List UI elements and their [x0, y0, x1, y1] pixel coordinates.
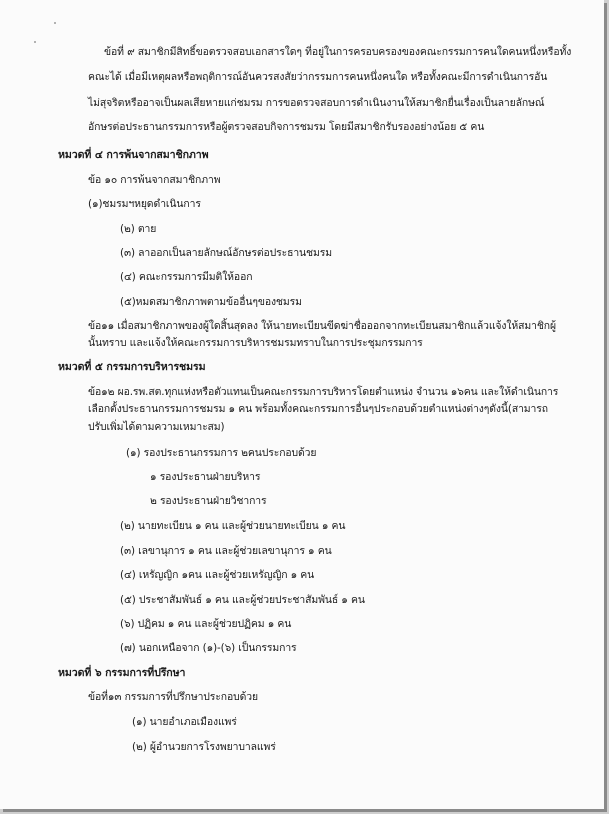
- clause-11-line-1: ข้อ๑๑ เมื่อสมาชิกภาพของผู้ใดสิ้นสุดลง ให้นายทะเบียนขีดฆ่าชื่อออกจากทะเบียนสมาชิกแล้วแจ้งให้สมาชิกผู้: [88, 320, 556, 332]
- clause-9-line-2: คณะได้ เมื่อมีเหตุผลหรือพฤติการณ์อันควรสงสัยว่ากรรมการคนหนึ่งคนใด หรือทั้งคณะมีการดำเนินการอัน: [88, 71, 548, 83]
- section-4-heading: หมวดที่ ๔ การพ้นจากสมาชิกภาพ: [58, 149, 209, 161]
- clause-9-line-3: ไม่สุจริตหรืออาจเป็นผลเสียหายแก่ชมรม การขอตรวจสอบการดำเนินงานให้สมาชิกยื่นเรื่องเป็นลายลักษณ์: [88, 97, 545, 109]
- list-item: (๓) ลาออกเป็นลายลักษณ์อักษรต่อประธานชมรม: [120, 247, 332, 259]
- list-item: (๕) ประชาสัมพันธ์ ๑ คน และผู้ช่วยประชาสัมพันธ์ ๑ คน: [120, 594, 365, 606]
- scan-speck: [54, 22, 56, 24]
- section-5-heading: หมวดที่ ๕ กรรมการบริหารชมรม: [58, 361, 206, 373]
- list-item: (๔) เหรัญญิก ๑คน และผู้ช่วยเหรัญญิก ๑ คน: [120, 569, 315, 581]
- clause-13: ข้อที่๑๓ กรรมการที่ปรึกษาประกอบด้วย: [88, 691, 258, 703]
- clause-12-line-2: เลือกตั้งประธานกรรมการชมรม ๑ คน พร้อมทั้งคณะกรรมการอื่นๆประกอบด้วยตำแหน่งต่างๆดังนี้(สามารถ: [88, 403, 548, 415]
- list-subitem: ๒ รองประธานฝ่ายวิชาการ: [150, 495, 267, 507]
- section-6-heading: หมวดที่ ๖ กรรมการที่ปรึกษา: [58, 667, 186, 679]
- clause-12-line-3: ปรับเพิ่มได้ตามความเหมาะสม): [88, 421, 225, 433]
- list-item: (๖) ปฏิคม ๑ คน และผู้ช่วยปฏิคม ๑ คน: [120, 618, 292, 630]
- clause-9-line-1: ข้อที่ ๙ สมาชิกมีสิทธิ์ขอตรวจสอบเอกสารใดๆ ที่อยู่ในการครอบครองของคณะกรรมการคนใดคนหนึ่งหรือทั้ง: [104, 46, 572, 58]
- clause-9-line-4: อักษรต่อประธานกรรมการหรือผู้ตรวจสอบกิจการชมรม โดยมีสมาชิกรับรองอย่างน้อย ๕ คน: [88, 121, 485, 133]
- list-item: (๔) คณะกรรมการมีมติให้ออก: [120, 271, 253, 283]
- list-item: (๗) นอกเหนือจาก (๑)-(๖) เป็นกรรมการ: [120, 642, 297, 654]
- clause-10: ข้อ ๑๐ การพ้นจากสมาชิกภาพ: [88, 174, 221, 186]
- list-item: (๑)ชมรมฯหยุดดำเนินการ: [88, 198, 201, 210]
- list-item: (๒) ผู้อำนวยการโรงพยาบาลแพร่: [132, 741, 276, 753]
- list-item: (๑) นายอำเภอเมืองแพร่: [132, 716, 237, 728]
- list-item: (๒) นายทะเบียน ๑ คน และผู้ช่วยนายทะเบียน ๑ คน: [120, 520, 346, 532]
- scan-speck: [34, 41, 36, 43]
- list-item: (๓) เลขานุการ ๑ คน และผู้ช่วยเลขานุการ ๑ คน: [120, 545, 332, 557]
- list-item: (๕)หมดสมาชิกภาพตามข้ออื่นๆของชมรม: [120, 296, 302, 308]
- list-subitem: ๑ รองประธานฝ่ายบริหาร: [150, 471, 261, 483]
- list-item: (๑) รองประธานกรรมการ ๒คนประกอบด้วย: [126, 447, 317, 459]
- clause-11-line-2: นั้นทราบ และแจ้งให้คณะกรรมการบริหารชมรมทราบในการประชุมกรรมการ: [88, 337, 423, 349]
- clause-12-line-1: ข้อ๑๒ ผอ.รพ.สต.ทุกแห่งหรือตัวแทนเป็นคณะกรรมการบริหารโดยตำแหน่ง จำนวน ๑๖คน และให้ดำเนินการ: [88, 386, 559, 398]
- list-item: (๒) ตาย: [120, 223, 157, 235]
